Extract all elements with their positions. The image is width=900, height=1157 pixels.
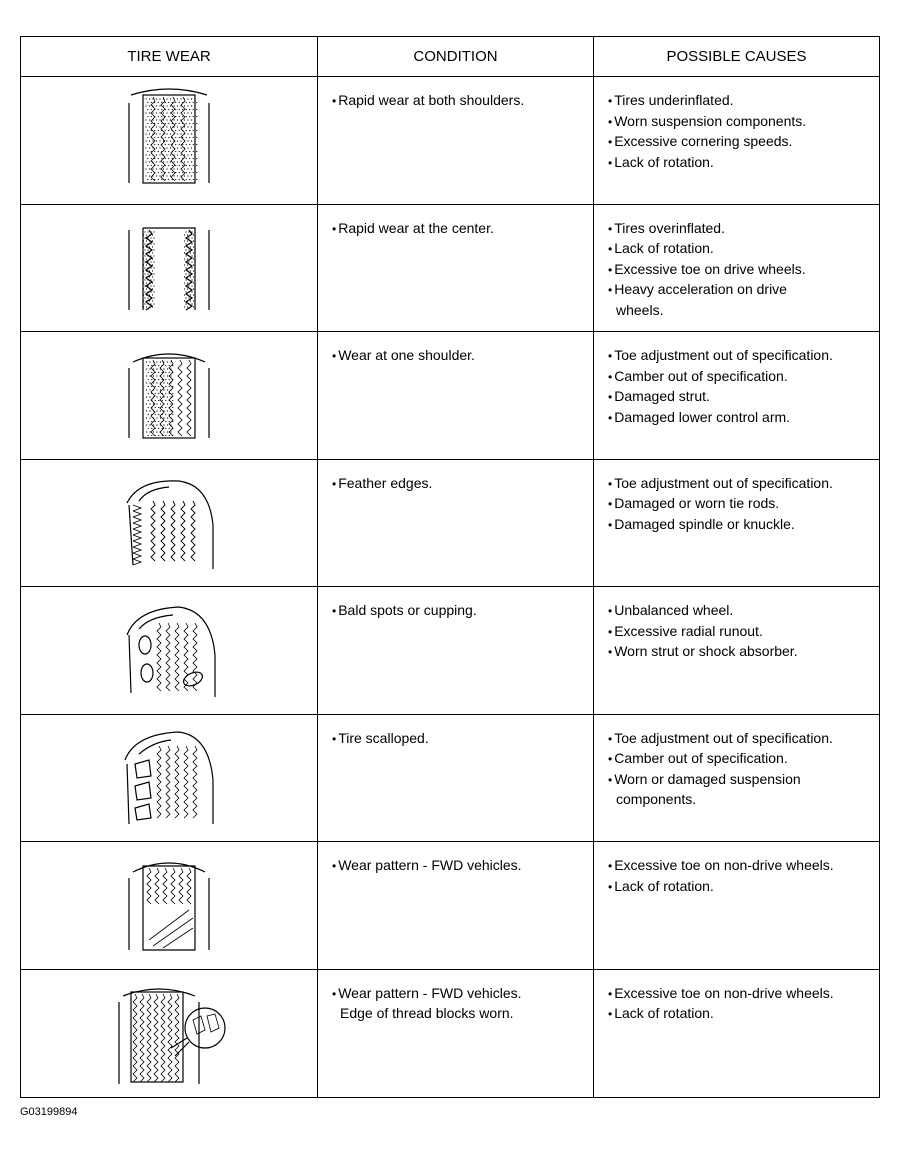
table-body bbox=[21, 77, 879, 1097]
header-condition: CONDITION bbox=[318, 37, 594, 76]
cause-item: • Excessive toe on non-drive wheels. bbox=[608, 984, 879, 1005]
table-row bbox=[21, 332, 879, 460]
tire-wear-illustration bbox=[21, 587, 318, 714]
tire-wear-illustration bbox=[21, 205, 318, 332]
condition-text: • Tire scalloped. bbox=[332, 729, 593, 750]
header-tire-wear: TIRE WEAR bbox=[21, 37, 318, 76]
table-row bbox=[21, 205, 879, 333]
tire-wear-illustration bbox=[21, 970, 318, 1098]
cause-item: • Worn or damaged suspension bbox=[608, 770, 879, 791]
cause-item: components. bbox=[616, 791, 697, 807]
cause-item: • Damaged lower control arm. bbox=[608, 408, 879, 429]
condition-text: Edge of thread blocks worn. bbox=[340, 1005, 514, 1021]
causes-cell bbox=[594, 587, 879, 714]
table-row bbox=[21, 460, 879, 588]
tire-wear-illustration bbox=[21, 460, 318, 587]
cause-item: • Camber out of specification. bbox=[608, 367, 879, 388]
cause-item: • Toe adjustment out of specification. bbox=[608, 729, 879, 750]
causes-cell bbox=[594, 842, 879, 969]
cause-item: • Damaged strut. bbox=[608, 387, 879, 408]
table-row bbox=[21, 715, 879, 843]
causes-cell bbox=[594, 970, 879, 1098]
condition-cell bbox=[318, 587, 594, 714]
center-wear-icon bbox=[109, 210, 229, 325]
tire-wear-table bbox=[20, 36, 880, 1098]
condition-text: • Feather edges. bbox=[332, 474, 593, 495]
figure-reference: G03199894 bbox=[20, 1106, 78, 1118]
causes-cell bbox=[594, 715, 879, 842]
cause-item: • Damaged or worn tie rods. bbox=[608, 494, 879, 515]
condition-cell bbox=[318, 970, 594, 1098]
cause-item: • Lack of rotation. bbox=[608, 239, 879, 260]
causes-cell bbox=[594, 460, 879, 587]
causes-cell bbox=[594, 205, 879, 332]
condition-cell bbox=[318, 715, 594, 842]
cause-item: • Lack of rotation. bbox=[608, 1004, 879, 1025]
cause-item: • Camber out of specification. bbox=[608, 749, 879, 770]
cause-item: • Unbalanced wheel. bbox=[608, 601, 879, 622]
tire-wear-illustration bbox=[21, 842, 318, 969]
cause-item: • Worn suspension components. bbox=[608, 112, 879, 133]
condition-cell bbox=[318, 77, 594, 204]
cause-item: • Damaged spindle or knuckle. bbox=[608, 515, 879, 536]
condition-text: • Wear pattern - FWD vehicles. bbox=[332, 984, 593, 1005]
both-shoulders-wear-icon bbox=[109, 83, 229, 198]
tire-wear-illustration bbox=[21, 715, 318, 842]
cause-item: • Lack of rotation. bbox=[608, 153, 879, 174]
condition-cell bbox=[318, 460, 594, 587]
condition-text: • Rapid wear at the center. bbox=[332, 219, 593, 240]
condition-cell bbox=[318, 842, 594, 969]
table-row bbox=[21, 77, 879, 205]
table-row bbox=[21, 842, 879, 970]
cause-item: • Toe adjustment out of specification. bbox=[608, 346, 879, 367]
causes-cell bbox=[594, 77, 879, 204]
tire-wear-illustration bbox=[21, 332, 318, 459]
one-shoulder-wear-icon bbox=[109, 338, 229, 453]
condition-text: • Rapid wear at both shoulders. bbox=[332, 91, 593, 112]
cupping-wear-icon bbox=[109, 593, 229, 708]
table-header bbox=[21, 37, 879, 77]
condition-cell bbox=[318, 205, 594, 332]
condition-text: • Bald spots or cupping. bbox=[332, 601, 593, 622]
cause-item: • Excessive radial runout. bbox=[608, 622, 879, 643]
cause-item: • Worn strut or shock absorber. bbox=[608, 642, 879, 663]
tread-block-wear-icon bbox=[109, 976, 229, 1091]
cause-item: • Lack of rotation. bbox=[608, 877, 879, 898]
scalloped-wear-icon bbox=[109, 720, 229, 835]
cause-item: • Toe adjustment out of specification. bbox=[608, 474, 879, 495]
tire-wear-illustration bbox=[21, 77, 318, 204]
feather-edge-wear-icon bbox=[109, 465, 229, 580]
causes-cell bbox=[594, 332, 879, 459]
cause-item: • Excessive toe on non-drive wheels. bbox=[608, 856, 879, 877]
header-possible-causes: POSSIBLE CAUSES bbox=[666, 48, 807, 65]
cause-item: • Excessive cornering speeds. bbox=[608, 132, 879, 153]
cause-item: wheels. bbox=[616, 301, 664, 318]
condition-text: • Wear pattern - FWD vehicles. bbox=[332, 856, 593, 877]
fwd-diagonal-wear-icon bbox=[109, 848, 229, 963]
cause-item: • Tires underinflated. bbox=[608, 91, 879, 112]
cause-item: • Tires overinflated. bbox=[608, 219, 879, 240]
table-row bbox=[21, 587, 879, 715]
condition-text: • Wear at one shoulder. bbox=[332, 346, 593, 367]
cause-item: • Heavy acceleration on drive bbox=[608, 280, 879, 301]
cause-item: • Excessive toe on drive wheels. bbox=[608, 260, 879, 281]
condition-cell bbox=[318, 332, 594, 459]
table-row bbox=[21, 970, 879, 1098]
